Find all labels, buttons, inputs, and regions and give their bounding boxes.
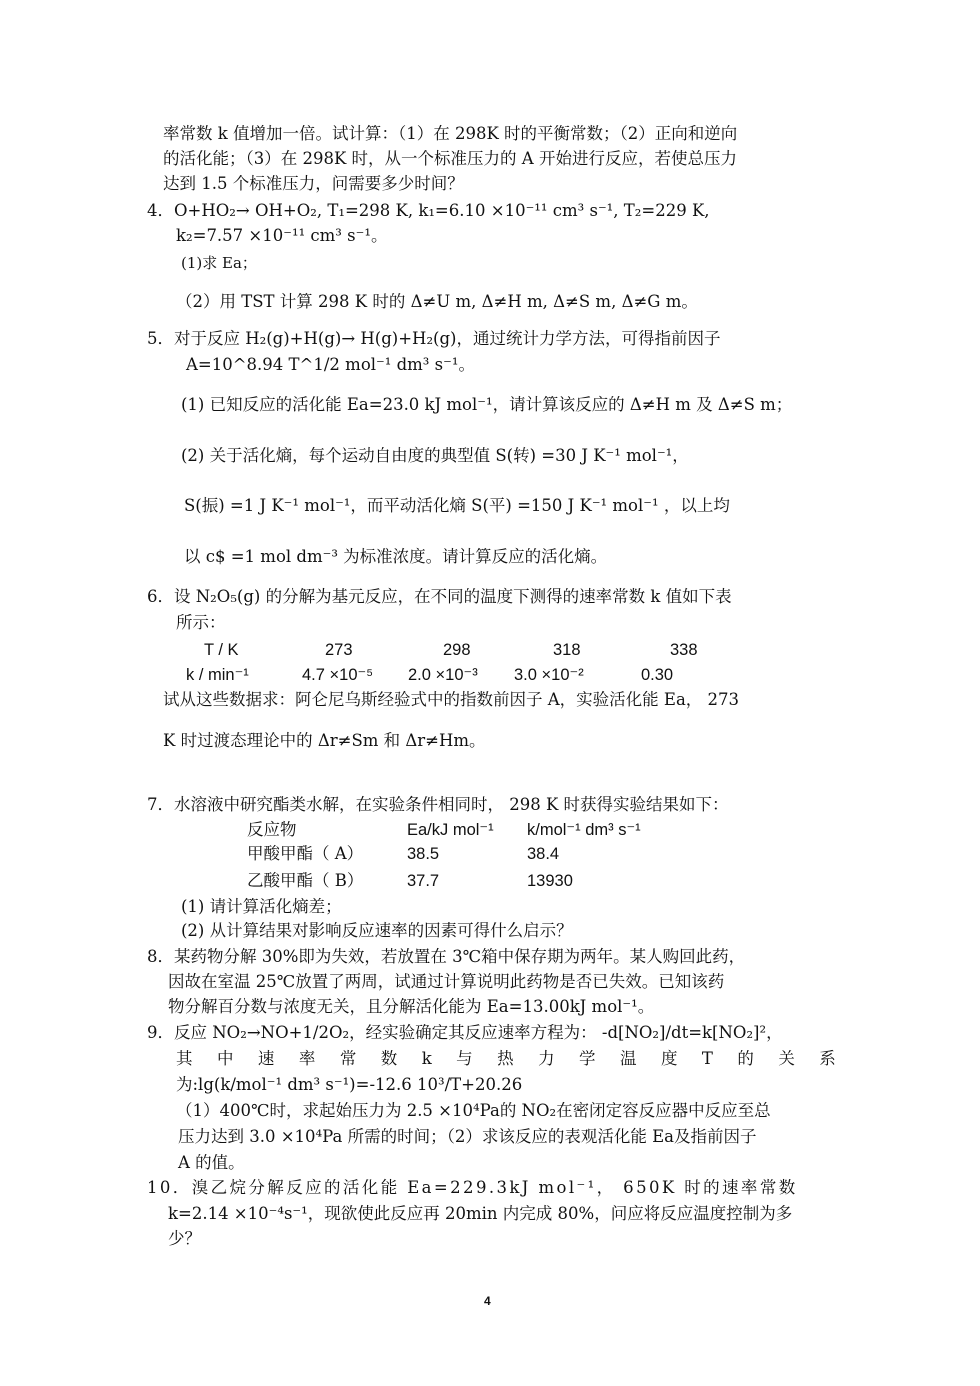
q4-line-1: 4．O+HO₂→ OH+O₂, T₁=298 K, k₁=6.10 ×10⁻¹¹ cm³ s⁻¹, T₂=229 K,: [147, 201, 710, 220]
q7-row-b-ea: 37.7: [407, 872, 440, 890]
q6-table-t-header: T / K: [204, 641, 239, 659]
q9-l2-w11: 温: [619, 1049, 637, 1068]
page-number: 4: [484, 1294, 491, 1308]
q5-line-6: 以 c$ =1 mol dm⁻³ 为标准浓度。请计算反应的活化熵。: [184, 547, 608, 566]
q7-row-a-k: 38.4: [527, 845, 560, 863]
q9-l2-w2: 速: [257, 1049, 275, 1068]
q6-table-t-338: 338: [670, 641, 698, 659]
q7-line-3: (2) 从计算结果对影响反应速率的因素可得什么启示？: [181, 921, 573, 940]
q5-line-4: (2) 关于活化熵，每个运动自由度的典型值 S(转) =30 J K⁻¹ mol⁻¹，: [181, 446, 689, 465]
q7-header-reactant: 反应物: [247, 820, 297, 839]
q9-l2-w13: T: [701, 1049, 713, 1068]
q7-header-k: k/mol⁻¹ dm³ s⁻¹: [527, 821, 641, 839]
q10-line-2: k=2.14 ×10⁻⁴s⁻¹，现欲使此反应再 20min 内完成 80%，问应将反应温度控制为多: [168, 1204, 793, 1223]
q9-line-3: 为:lg(k/mol⁻¹ dm³ s⁻¹)=-12.6 10³/T+20.26: [176, 1075, 523, 1094]
q7-header-ea: Ea/kJ mol⁻¹: [407, 821, 494, 839]
q7-line-2: (1) 请计算活化熵差；: [181, 897, 342, 916]
q8-line-3: 物分解百分数与浓度无关，且分解活化能为 Ea=13.00kJ mol⁻¹。: [168, 997, 655, 1016]
q6-table-k-header: k / min⁻¹: [186, 666, 249, 684]
q5-line-2: A=10^8.94 T^1/2 mol⁻¹ dm³ s⁻¹。: [186, 355, 475, 374]
q3-line-3: 达到 1.5 个标准压力，问需要多少时间？: [163, 174, 464, 193]
q10-line-1: 10．溴乙烷分解反应的活化能 Ea=229.3kJ mol⁻¹， 650K 时的速率常数: [147, 1178, 798, 1197]
q9-l2-w14: 的: [737, 1049, 754, 1068]
q6-table-k-298: 2.0 ×10⁻³: [408, 666, 478, 684]
q9-l2-w9: 力: [538, 1049, 555, 1068]
q9-l2-w15: 关: [778, 1049, 795, 1068]
q4-line-2: k₂=7.57 ×10⁻¹¹ cm³ s⁻¹。: [176, 226, 388, 245]
q4-line-3: (1)求 Ea；: [181, 254, 257, 272]
q9-l2-w8: 热: [497, 1049, 514, 1068]
q9-l2-w0: 其: [176, 1049, 193, 1068]
q9-l2-w16: 系: [819, 1049, 836, 1068]
q9-l2-w10: 学: [579, 1049, 596, 1068]
q9-l2-w3: 率: [298, 1049, 316, 1068]
q9-line-1: 9．反应 NO₂→NO+1/2O₂，经实验确定其反应速率方程为： -d[NO₂]/dt=k[NO₂]²，: [147, 1023, 783, 1042]
q7-line-1: 7．水溶液中研究酯类水解，在实验条件相同时， 298 K 时获得实验结果如下：: [147, 795, 729, 814]
q9-line-4: （1）400℃时，求起始压力为 2.5 ×10⁴Pa的 NO₂在密闭定容反应器中反应至总: [176, 1101, 771, 1120]
q9-l2-w5: 数: [380, 1049, 398, 1068]
q6-table-t-318: 318: [553, 641, 581, 659]
q6-table-t-298: 298: [443, 641, 471, 659]
q3-line-1: 率常数 k 值增加一倍。试计算：（1）在 298K 时的平衡常数；（2）正向和逆向: [163, 124, 738, 143]
q5-line-3: (1) 已知反应的活化能 Ea=23.0 kJ mol⁻¹，请计算该反应的 Δ≠H m 及 Δ≠S m；: [181, 395, 793, 414]
q9-l2-w6: k: [421, 1049, 432, 1068]
q6-table-k-338: 0.30: [641, 666, 674, 684]
q4-line-4: （2）用 TST 计算 298 K 时的 Δ≠U m, Δ≠H m, Δ≠S m, Δ≠G m。: [176, 292, 698, 311]
q6-table-k-318: 3.0 ×10⁻²: [514, 666, 584, 684]
q9-l2-w4: 常: [339, 1049, 357, 1068]
q9-line-6: A 的值。: [178, 1153, 245, 1172]
q7-row-a-ea: 38.5: [407, 845, 440, 863]
q7-row-a-name: 甲酸甲酯（ A）: [247, 844, 364, 863]
q9-line-5: 压力达到 3.0 ×10⁴Pa 所需的时间；（2）求该反应的表观活化能 Ea及指前因子: [178, 1127, 757, 1146]
q6-line-3: 试从这些数据求：阿仑尼乌斯经验式中的指数前因子 A，实验活化能 Ea， 273: [163, 690, 740, 709]
q10-line-3: 少？: [168, 1229, 201, 1248]
q5-line-5: S(振) =1 J K⁻¹ mol⁻¹，而平动活化熵 S(平) =150 J K⁻¹ mol⁻¹ ，以上均: [184, 496, 730, 515]
q7-row-b-name: 乙酸甲酯（ B）: [247, 871, 364, 890]
q8-line-2: 因故在室温 25℃放置了两周，试通过计算说明此药物是否已失效。已知该药: [168, 972, 725, 991]
q6-line-4: K 时过渡态理论中的 Δr≠Sm 和 Δr≠Hm。: [163, 731, 486, 750]
q6-line-1: 6．设 N₂O₅(g) 的分解为基元反应，在不同的温度下测得的速率常数 k 值如下表: [147, 587, 732, 606]
q9-l2-w12: 度: [660, 1049, 678, 1068]
q3-line-2: 的活化能；（3）在 298K 时，从一个标准压力的 A 开始进行反应，若使总压力: [163, 149, 737, 168]
q7-row-b-k: 13930: [527, 872, 573, 890]
q8-line-1: 8．某药物分解 30%即为失效，若放置在 3℃箱中保存期为两年。某人购回此药，: [147, 947, 746, 966]
q5-line-1: 5．对于反应 H₂(g)+H(g)→ H(g)+H₂(g)，通过统计力学方法，可得指前因子: [147, 329, 721, 348]
q9-l2-w1: 中: [216, 1049, 234, 1068]
q9-line-2: [176, 1048, 836, 1070]
q6-table-t-273: 273: [325, 641, 353, 659]
q6-table-k-273: 4.7 ×10⁻⁵: [302, 666, 374, 684]
q9-l2-w7: 与: [456, 1049, 473, 1068]
q6-line-2: 所示：: [176, 613, 226, 632]
